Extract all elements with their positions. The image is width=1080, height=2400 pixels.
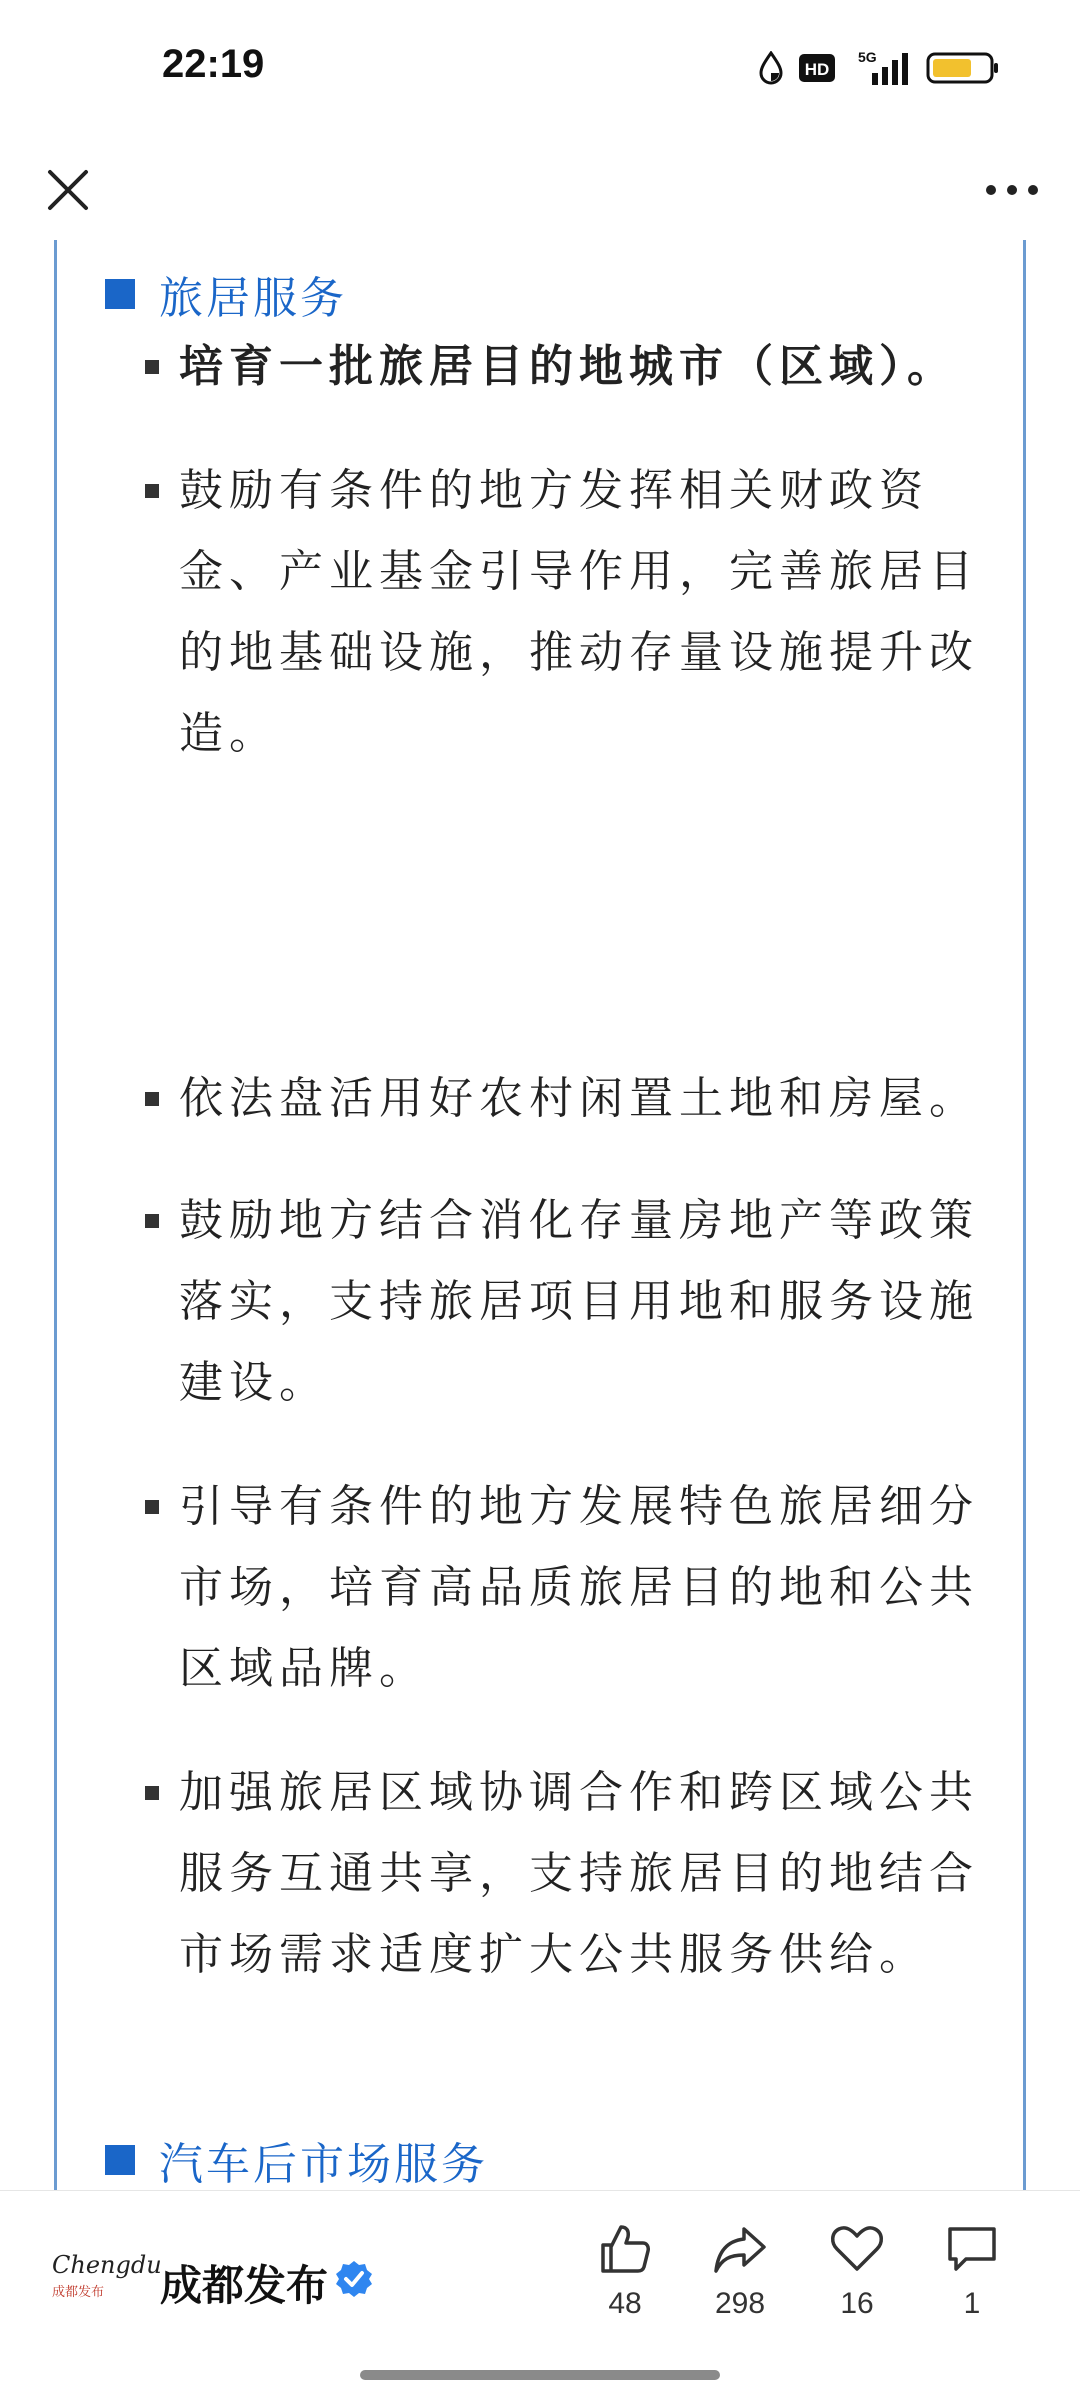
section-title: 汽车后市场服务	[159, 2139, 488, 2190]
water-drop-icon	[758, 51, 784, 85]
section-marker-icon	[105, 2145, 135, 2175]
list-item	[145, 1466, 1005, 1709]
verified-badge-icon	[334, 2259, 374, 2303]
status-time: 22:19	[162, 42, 265, 86]
close-button[interactable]	[28, 150, 108, 230]
share-count: 298	[714, 2287, 766, 2320]
comment-button[interactable]	[922, 2221, 1022, 2321]
list-item-text: 依法盘活用好农村闲置土地和房屋。	[179, 1073, 979, 1124]
logo-text: Chengdu	[52, 2251, 162, 2279]
list-item	[145, 1752, 1005, 1995]
share-button[interactable]	[690, 2221, 790, 2321]
bullet-icon	[145, 1214, 159, 1228]
list-item	[145, 450, 1005, 774]
battery-icon	[926, 51, 1000, 85]
more-options-button[interactable]	[972, 150, 1052, 230]
section-title: 旅居服务	[159, 273, 347, 324]
favorite-count: 16	[840, 2287, 874, 2320]
hd-icon	[798, 53, 836, 83]
bullet-icon	[145, 1092, 159, 1106]
list-item	[145, 326, 1005, 407]
thumbs-up-icon	[597, 2221, 653, 2277]
share-icon	[712, 2221, 768, 2277]
bullet-icon	[145, 1786, 159, 1800]
bullet-icon	[145, 1500, 159, 1514]
account-name[interactable]: 成都发布	[160, 2261, 329, 2310]
status-bar	[0, 0, 1080, 140]
status-icons	[758, 48, 1000, 88]
list-item	[145, 1058, 1005, 1139]
list-item-text: 引导有条件的地方发展特色旅居细分市场，培育高品质旅居目的地和公共区域品牌。	[179, 1481, 979, 1694]
list-item-text: 培育一批旅居目的地城市（区域）。	[179, 341, 957, 392]
bullet-icon	[145, 360, 159, 374]
logo-subtext: 成都发布	[52, 2285, 105, 2300]
close-icon	[46, 168, 90, 212]
account-logo[interactable]	[52, 2251, 162, 2311]
list-item-text: 鼓励有条件的地方发挥相关财政资金、产业基金引导作用，完善旅居目的地基础设施，推动存量设施提升改造。	[179, 465, 979, 759]
article-content[interactable]	[54, 240, 1026, 2190]
more-icon	[985, 184, 1039, 196]
like-button[interactable]	[575, 2221, 675, 2321]
list-item-text: 加强旅居区域协调合作和跨区域公共服务互通共享，支持旅居目的地结合市场需求适度扩大公共服务供给。	[179, 1767, 979, 1980]
section-marker-icon	[105, 279, 135, 309]
top-nav	[0, 140, 1080, 240]
bullet-icon	[145, 484, 159, 498]
home-indicator[interactable]	[360, 2370, 720, 2380]
comment-icon	[944, 2221, 1000, 2277]
comment-count: 1	[963, 2287, 981, 2320]
hd-label: HD	[804, 60, 830, 79]
like-count: 48	[608, 2287, 642, 2320]
heart-icon	[829, 2221, 885, 2277]
section-heading-travel	[105, 262, 347, 326]
list-item-text: 鼓励地方结合消化存量房地产等政策落实，支持旅居项目用地和服务设施建设。	[179, 1195, 979, 1408]
network-label: 5G	[858, 49, 877, 65]
list-item	[145, 1180, 1005, 1423]
section-heading-auto	[105, 2128, 488, 2190]
signal-5g-icon	[850, 49, 912, 87]
favorite-button[interactable]	[807, 2221, 907, 2321]
bottom-action-bar	[0, 2190, 1080, 2400]
